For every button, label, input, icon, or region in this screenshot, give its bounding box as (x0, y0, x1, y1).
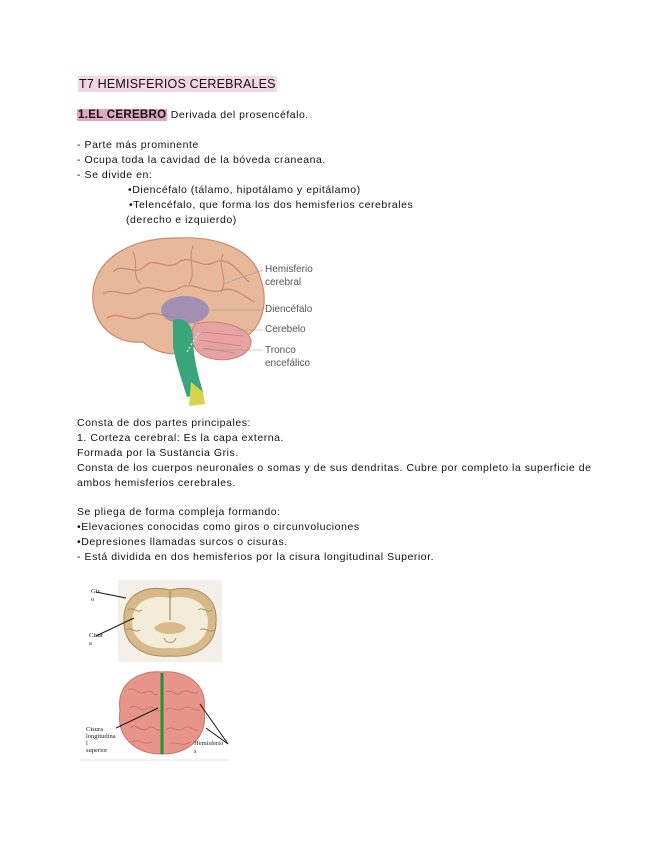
section-1-line (77, 108, 309, 123)
label-cisura-long-2: longitudina (86, 733, 116, 740)
label-cisura-long-1: Cisura (86, 726, 103, 733)
bullet-line: - Ocupa toda la cavidad de la bóveda craneana. (77, 154, 326, 166)
paragraph-line: 1. Corteza cerebral: Es la capa externa. (77, 432, 285, 444)
paragraph-line: Se pliega de forma compleja formando: (77, 506, 281, 518)
label-cisura-long-4: superior (86, 747, 108, 754)
label-cisura-long-3: l (86, 740, 88, 747)
label-hemisferios-1: Hemisferio (194, 740, 224, 747)
section-1-label: 1.EL CEREBRO (78, 109, 167, 121)
label-encefalico: encefálico (265, 358, 311, 369)
paragraph-line: •Depresiones llamadas surcos o cisuras. (77, 536, 288, 548)
paragraph-line: Consta de dos partes principales: (77, 417, 251, 429)
section-1-text: Derivada del prosencéfalo. (167, 109, 309, 121)
paragraph-line: Consta de los cuerpos neuronales o somas y de sus dendritas. Cubre por completo la superficie de (77, 462, 592, 474)
bullet-line: - Parte más prominente (77, 139, 199, 151)
paragraph-line: •Elevaciones conocidas como giros o circunvoluciones (77, 521, 360, 533)
brain-superior-figure (80, 668, 235, 764)
paragraph-line: Formada por la Sustancia Gris. (77, 447, 239, 459)
label-giro-1: Gir (91, 588, 100, 595)
brain-lateral-illustration (83, 232, 323, 407)
label-cerebelo: Cerebelo (265, 324, 306, 335)
page-title: T7 HEMISFERIOS CEREBRALES (79, 77, 276, 91)
label-hemisferio: Hemisferio (265, 264, 313, 275)
label-cisura-1: Cisur (89, 632, 104, 639)
paragraph-line: - Está dividida en dos hemisferios por la cisura longitudinal Superior. (77, 551, 435, 563)
label-giro-2: o (91, 596, 95, 603)
brain-lateral-figure (83, 232, 323, 407)
brain-coronal-figure (80, 580, 225, 662)
sub-item: (derecho e izquierdo) (126, 214, 237, 226)
paragraph-line: ambos hemisferios cerebrales. (77, 477, 236, 489)
sub-item: •Telencéfalo, que forma los dos hemisferios cerebrales (129, 199, 414, 211)
label-diencefalo: Diencéfalo (265, 304, 313, 315)
sub-item: •Diencéfalo (tálamo, hipotálamo y epitálamo) (128, 184, 361, 196)
label-cisura-2: a (89, 640, 92, 647)
brain-coronal-illustration (80, 580, 225, 662)
label-tronco: Tronco (265, 345, 296, 356)
bullet-line: - Se divide en: (77, 169, 153, 181)
label-cerebral: cerebral (265, 277, 302, 288)
label-hemisferios-2: s (194, 748, 197, 755)
